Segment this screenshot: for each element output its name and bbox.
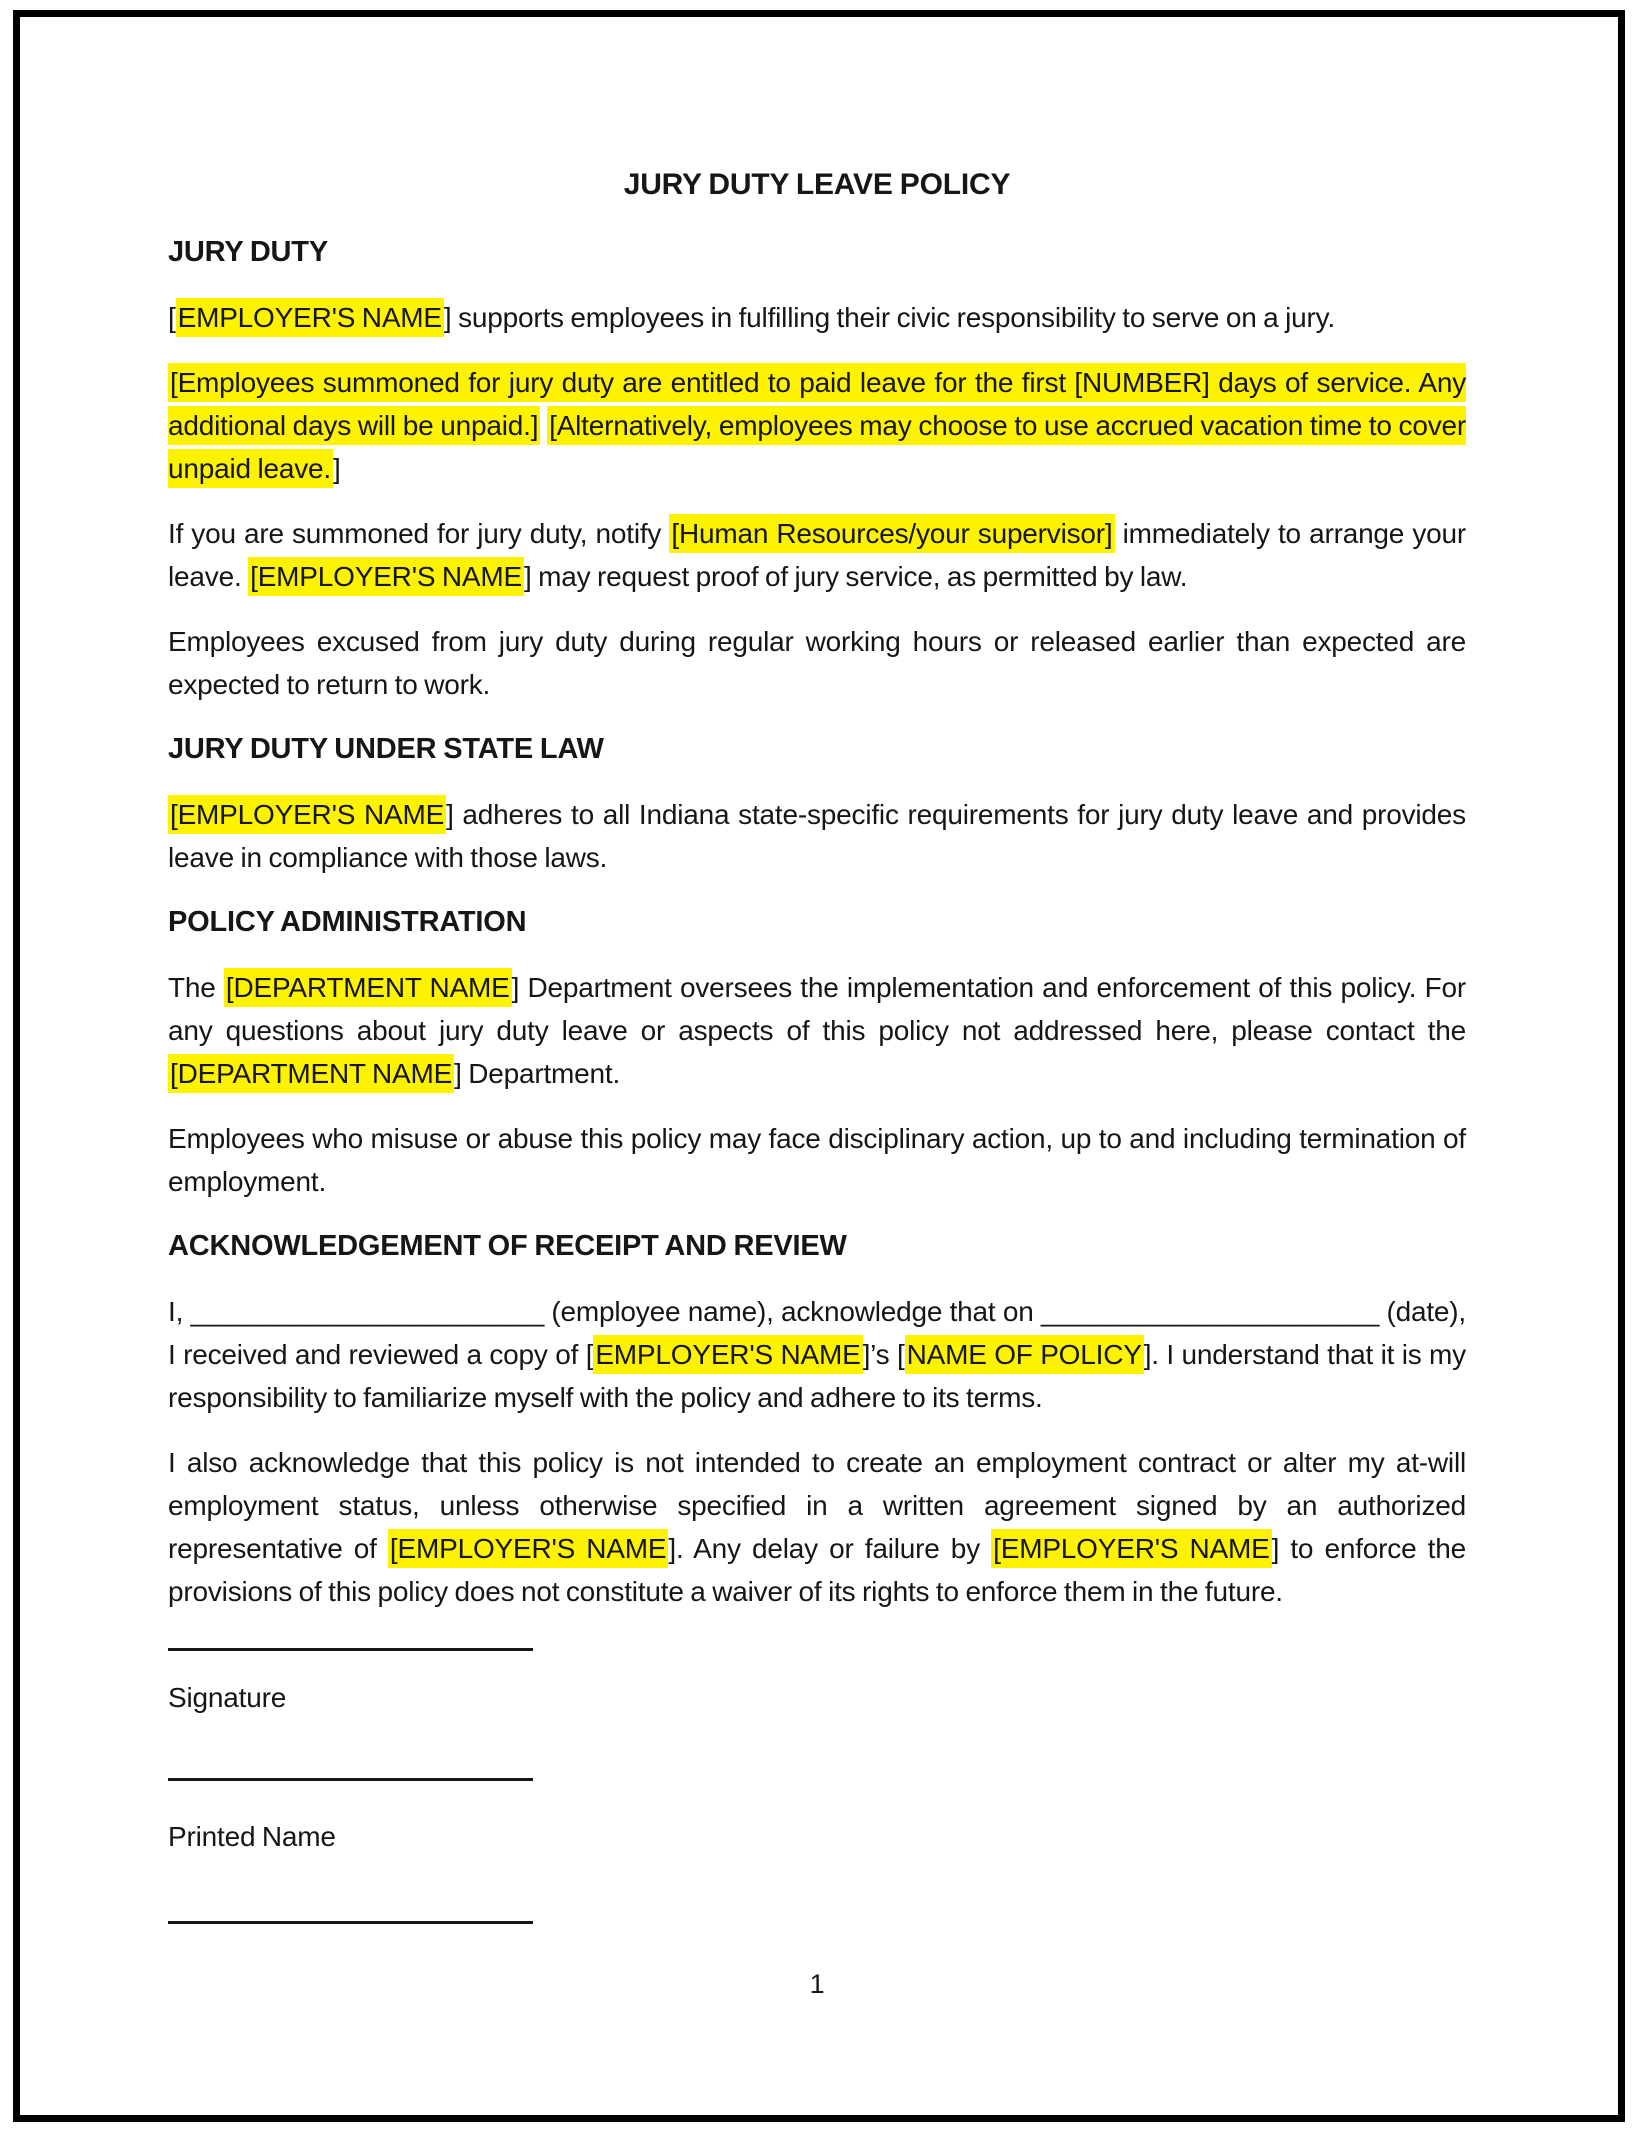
para-paid-leave-options: [Employees summoned for jury duty are entitled to paid leave for the first [NUMBER] days of service. Any additional days will be unpaid.] [Alternatively, employees may choose to use accrued vacation time to cover unpaid leave.] [168,361,1466,490]
highlighted-placeholder: [EMPLOYER'S NAME [248,557,524,596]
date-line [168,1921,533,1924]
para-notify-hr: If you are summoned for jury duty, notify [Human Resources/your supervisor] immediately to arrange your leave. [EMPLOYER'S NAME] may request proof of jury service, as permitted by law. [168,512,1466,598]
section-heading-jury-duty: JURY DUTY [168,236,328,268]
section-heading-policy-administration: POLICY ADMINISTRATION [168,906,527,938]
signature-label: Signature [168,1682,287,1713]
page-title: JURY DUTY LEAVE POLICY [623,168,1011,201]
signature-block [168,1648,1466,1924]
highlighted-placeholder: [EMPLOYER'S NAME [991,1529,1271,1568]
highlighted-placeholder: NAME OF POLICY [905,1335,1144,1374]
para-policy-misuse: Employees who misuse or abuse this policy may face disciplinary action, up to and including termination of employment. [168,1123,1466,1197]
section-heading-state-law: JURY DUTY UNDER STATE LAW [168,733,604,765]
page-number: 1 [809,1969,825,1999]
para-at-will: I also acknowledge that this policy is not intended to create an employment contract or alter my at-will employment status, unless otherwise specified in a written agreement signed by an authorized representative of [EMPLOYER'S NAME]. Any delay or failure by [EMPLOYER'S NAME] to enforce the provisions of this policy does not constitute a waiver of its rights to enforce them in the future. [168,1447,1466,1607]
highlighted-placeholder: [Employees summoned for jury duty are entitled to paid leave for the first [NUMBER] days of service. Any additional days will be unpaid.] [168,363,1466,445]
signature-line [168,1648,533,1651]
highlighted-placeholder: [EMPLOYER'S NAME [388,1529,668,1568]
document-page [13,10,1625,2122]
para-state-law-compliance: [EMPLOYER'S NAME] adheres to all Indiana state-specific requirements for jury duty leave and provides leave in compliance with those laws. [168,793,1466,879]
para-acknowledgement: I, _______________________ (employee name), acknowledge that on ______________________ (date), I received and reviewed a copy of [EMPLOYER'S NAME]’s [NAME OF POLICY]. I understand that it is my responsibility to familiarize myself with the policy and adhere to its terms. [168,1296,1466,1413]
para-return-to-work: Employees excused from jury duty during regular working hours or released earlier than expected are expected to return to work. [168,626,1466,700]
para-jury-duty-intro: [EMPLOYER'S NAME] supports employees in fulfilling their civic responsibility to serve on a jury. [168,296,1466,339]
highlighted-placeholder: [Alternatively, employees may choose to use accrued vacation time to cover unpaid leave. [168,406,1466,488]
para-policy-admin: The [DEPARTMENT NAME] Department oversees the implementation and enforcement of this policy. For any questions about jury duty leave or aspects of this policy not addressed here, please contact the [DEPARTMENT NAME] Department. [168,966,1466,1095]
document-content [20,17,1618,2006]
highlighted-placeholder: [Human Resources/your supervisor] [669,514,1114,553]
printed-name-line [168,1778,533,1781]
printed-name-label: Printed Name [168,1821,336,1852]
highlighted-placeholder: [DEPARTMENT NAME [168,1054,454,1093]
section-heading-acknowledgement: ACKNOWLEDGEMENT OF RECEIPT AND REVIEW [168,1230,847,1262]
highlighted-placeholder: [EMPLOYER'S NAME [168,795,446,834]
highlighted-placeholder: [DEPARTMENT NAME [224,968,512,1007]
highlighted-placeholder: EMPLOYER'S NAME [593,1335,862,1374]
highlighted-placeholder: EMPLOYER'S NAME [176,298,444,337]
